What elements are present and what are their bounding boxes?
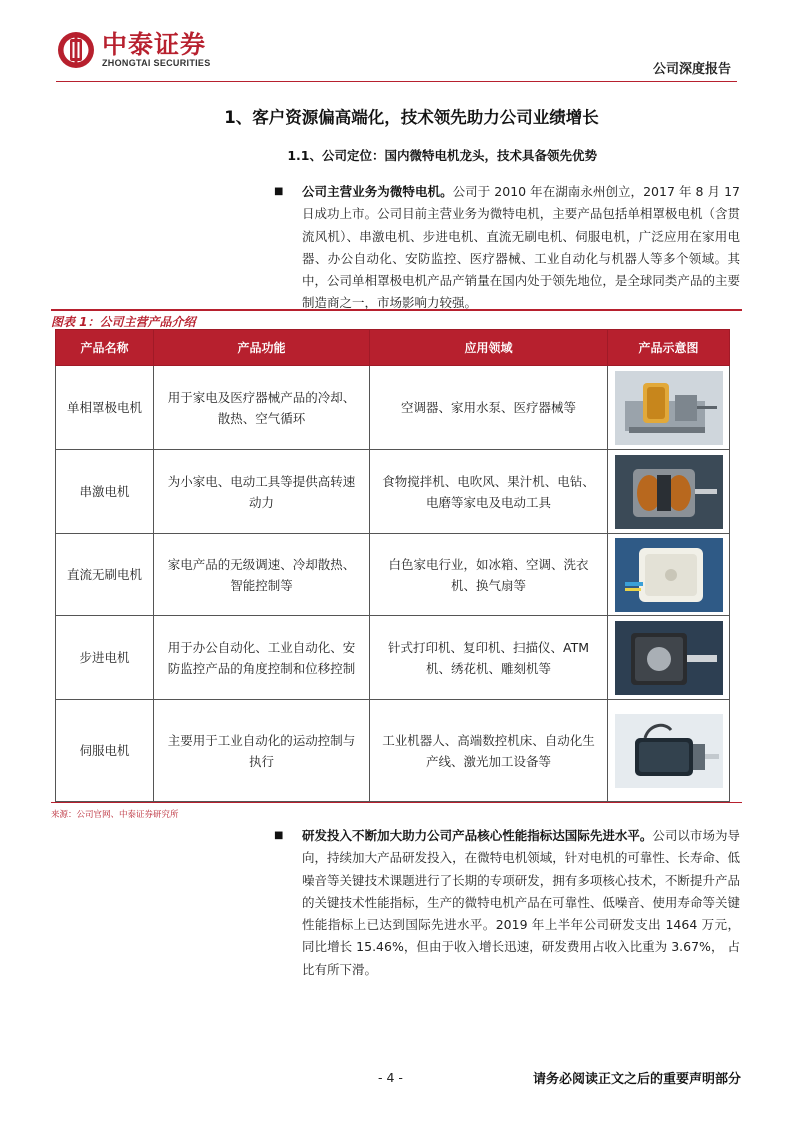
product-name-cell: 串激电机 <box>56 450 154 534</box>
product-application-cell: 针式打印机、复印机、扫描仪、ATM 机、绣花机、雕刻机等 <box>370 616 608 700</box>
servo-motor-photo <box>615 708 723 794</box>
table-row <box>56 534 730 616</box>
rnd-paragraph <box>274 825 740 981</box>
zhongtai-logo-icon <box>56 30 96 70</box>
column-header: 产品功能 <box>154 330 370 366</box>
table-row <box>56 450 730 534</box>
square-bullet-icon: ■ <box>274 830 284 841</box>
column-header: 产品名称 <box>56 330 154 366</box>
product-application-cell: 工业机器人、高端数控机床、自动化生产线、激光加工设备等 <box>370 700 608 802</box>
column-header: 产品示意图 <box>608 330 730 366</box>
figure-title-bar <box>51 309 742 327</box>
product-function-cell: 家电产品的无级调速、冷却散热、智能控制等 <box>154 534 370 616</box>
table-row <box>56 616 730 700</box>
product-application-cell: 食物搅拌机、电吹风、果汁机、电钻、电磨等家电及电动工具 <box>370 450 608 534</box>
product-name-cell: 伺服电机 <box>56 700 154 802</box>
document-type-label: 公司深度报告 <box>652 62 731 77</box>
product-name-cell: 单相罩极电机 <box>56 366 154 450</box>
stepper-motor-photo <box>615 621 723 695</box>
logo-chinese-name: 中泰证券 <box>102 30 207 59</box>
product-table <box>55 329 730 802</box>
logo-english-name: ZHONGTAI SECURITIES <box>102 58 211 68</box>
product-name-cell: 直流无刷电机 <box>56 534 154 616</box>
paragraph-body: 公司以市场为导向，持续加大产品研发投入，在微特电机领域，针对电机的可靠性、长寿命、低噪音等关键技术课题进行了长期的专项研发，拥有多项核心技术，不断提升产品的关键技术性能指标，生产的微特电机产品在可靠性、低噪音、使用寿命等关键性能指标上已达到国际先进水平。2019 年上半年公司研发支出 1464 万元，同比增长 15.46%，但由于收入增长迅速，研发费用占收入比重为 3.67%， 占比有所下滑。 <box>302 828 740 977</box>
product-application-cell: 白色家电行业，如冰箱、空调、洗衣机、换气扇等 <box>370 534 608 616</box>
product-application-cell: 空调器、家用水泵、医疗器械等 <box>370 366 608 450</box>
page-number: - 4 - <box>378 1070 403 1085</box>
table-header-row <box>56 330 730 366</box>
product-function-cell: 主要用于工业自动化的运动控制与执行 <box>154 700 370 802</box>
table-row <box>56 700 730 802</box>
section-heading: 1、客户资源偏高端化，技术领先助力公司业绩增长 <box>224 108 599 127</box>
bldc-motor-photo <box>615 538 723 612</box>
paragraph-body: 公司于 2010 年在湖南永州创立，2017 年 8 月 17 日成功上市。公司目前主营业务为微特电机，主要产品包括单相罩极电机（含贯流风机）、串激电机、步进电机、直流无刷电机、伺服电机，广泛应用在家用电器、办公自动化、安防监控、医疗器械、工业自动化与机器人等多个领域。其中，公司单相罩极电机产品产销量在国内处于领先地位，是全球同类产品的主要制造商之一，市场影响力较强。 <box>302 184 740 311</box>
table-row <box>56 366 730 450</box>
figure-title: 图表 1：公司主营产品介绍 <box>51 315 196 329</box>
series-motor-photo <box>615 455 723 529</box>
figure-source-note: 来源：公司官网、中泰证券研究所 <box>51 802 742 820</box>
business-overview-paragraph <box>274 181 740 315</box>
disclaimer-note: 请务必阅读正文之后的重要声明部分 <box>532 1072 741 1087</box>
shaded-pole-motor-photo <box>615 371 723 445</box>
product-function-cell: 用于办公自动化、工业自动化、安防监控产品的角度控制和位移控制 <box>154 616 370 700</box>
column-header: 应用领域 <box>370 330 608 366</box>
paragraph-lead: 研发投入不断加大助力公司产品核心性能指标达国际先进水平。 <box>302 828 653 843</box>
product-function-cell: 为小家电、电动工具等提供高转速动力 <box>154 450 370 534</box>
square-bullet-icon: ■ <box>274 186 284 197</box>
company-logo <box>56 30 211 70</box>
product-function-cell: 用于家电及医疗器械产品的冷却、散热、空气循环 <box>154 366 370 450</box>
subsection-heading: 1.1、公司定位：国内微特电机龙头，技术具备领先优势 <box>287 148 597 163</box>
product-name-cell: 步进电机 <box>56 616 154 700</box>
paragraph-lead: 公司主营业务为微特电机。 <box>302 184 453 199</box>
header-divider <box>56 81 737 82</box>
